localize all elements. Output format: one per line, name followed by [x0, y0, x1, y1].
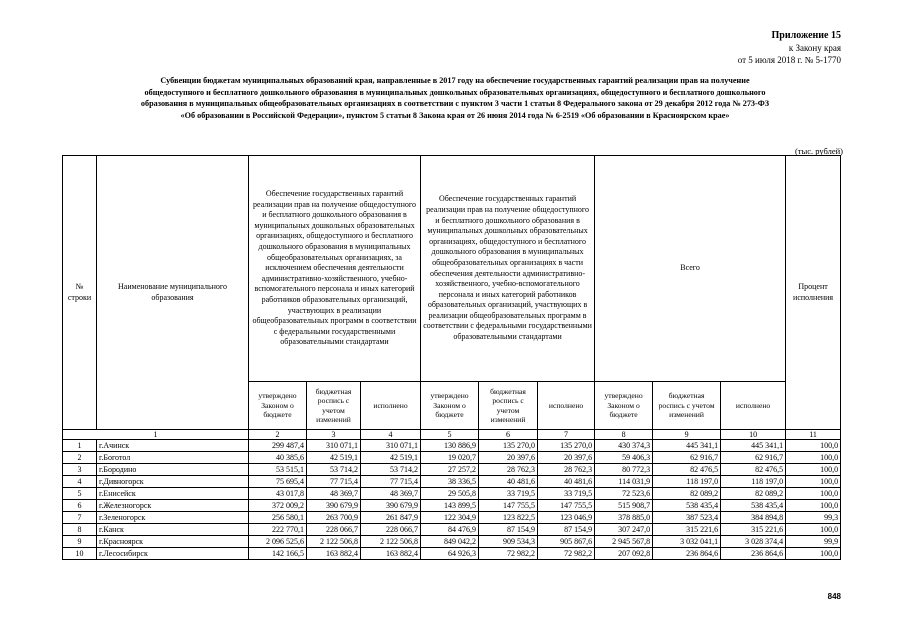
col-number: 9: [653, 430, 721, 440]
value-cell: 445 341,1: [653, 440, 721, 452]
value-cell: 100,0: [786, 548, 841, 560]
value-cell: 20 397,6: [538, 452, 595, 464]
table-body: [63, 440, 841, 560]
value-cell: 123 822,5: [479, 512, 538, 524]
value-cell: 43 017,8: [249, 488, 307, 500]
table-row: [63, 452, 841, 464]
value-cell: 378 885,0: [595, 512, 653, 524]
value-cell: 909 534,3: [479, 536, 538, 548]
header-name: Наименование муниципального образования: [97, 156, 249, 430]
value-cell: 310 071,1: [361, 440, 421, 452]
table-row: [63, 548, 841, 560]
value-cell: 84 476,9: [421, 524, 479, 536]
row-number-cell: 6: [63, 500, 97, 512]
value-cell: 163 882,4: [307, 548, 361, 560]
value-cell: 905 867,6: [538, 536, 595, 548]
municipality-name-cell: г.Ачинск: [97, 440, 249, 452]
appendix-line-1: к Закону края: [788, 43, 841, 53]
table-row: [63, 536, 841, 548]
subsidy-table: [62, 155, 841, 560]
appendix-note: [738, 30, 841, 66]
row-number-cell: 4: [63, 476, 97, 488]
value-cell: 82 476,5: [721, 464, 786, 476]
value-cell: 87 154,9: [479, 524, 538, 536]
value-cell: 315 221,6: [721, 524, 786, 536]
value-cell: 147 755,5: [479, 500, 538, 512]
value-cell: 372 009,2: [249, 500, 307, 512]
value-cell: 263 700,9: [307, 512, 361, 524]
row-number-cell: 7: [63, 512, 97, 524]
value-cell: 42 519,1: [361, 452, 421, 464]
value-cell: 222 770,1: [249, 524, 307, 536]
value-cell: 100,0: [786, 452, 841, 464]
municipality-name-cell: г.Красноярск: [97, 536, 249, 548]
value-cell: 3 032 041,1: [653, 536, 721, 548]
appendix-line-2: от 5 июля 2018 г. № 5-1770: [737, 55, 841, 65]
row-number-cell: 8: [63, 524, 97, 536]
row-number-cell: 2: [63, 452, 97, 464]
value-cell: 118 197,0: [721, 476, 786, 488]
header-executed-1: исполнено: [361, 382, 421, 430]
col-number: 10: [721, 430, 786, 440]
value-cell: 20 397,6: [479, 452, 538, 464]
value-cell: 28 762,3: [538, 464, 595, 476]
value-cell: 40 385,6: [249, 452, 307, 464]
title-line-2: общедоступного и бесплатного дошкольного образования в муниципальных дошкольных образовательных организациях, общедоступного и бесплатного дошкольного: [144, 87, 766, 97]
col-number: 6: [479, 430, 538, 440]
value-cell: 118 197,0: [653, 476, 721, 488]
value-cell: 40 481,6: [479, 476, 538, 488]
col-number: 4: [361, 430, 421, 440]
municipality-name-cell: г.Боготол: [97, 452, 249, 464]
col-number: 3: [307, 430, 361, 440]
header-approved-1: утверждено Законом о бюджете: [249, 382, 307, 430]
value-cell: 75 695,4: [249, 476, 307, 488]
municipality-name-cell: г.Дивногорск: [97, 476, 249, 488]
header-approved-2: утверждено Законом о бюджете: [421, 382, 479, 430]
value-cell: 515 908,7: [595, 500, 653, 512]
value-cell: 72 523,6: [595, 488, 653, 500]
value-cell: 64 926,3: [421, 548, 479, 560]
value-cell: 114 031,9: [595, 476, 653, 488]
value-cell: 33 719,5: [538, 488, 595, 500]
col-number: 5: [421, 430, 479, 440]
value-cell: 99,9: [786, 536, 841, 548]
value-cell: 538 435,4: [721, 500, 786, 512]
value-cell: 77 715,4: [307, 476, 361, 488]
value-cell: 59 406,3: [595, 452, 653, 464]
value-cell: 100,0: [786, 476, 841, 488]
value-cell: 538 435,4: [653, 500, 721, 512]
value-cell: 147 755,5: [538, 500, 595, 512]
value-cell: 310 071,1: [307, 440, 361, 452]
value-cell: 228 066,7: [361, 524, 421, 536]
value-cell: 38 336,5: [421, 476, 479, 488]
value-cell: 2 096 525,6: [249, 536, 307, 548]
municipality-name-cell: г.Железногорск: [97, 500, 249, 512]
value-cell: 53 714,2: [307, 464, 361, 476]
header-group-1: Обеспечение государственных гарантий реализации прав на получение общедоступного и бесплатного дошкольного образования в муниципальных дошкольных образовательных организациях, общедоступного и бесплатного дошкольного образования в муниципальных общеобразовательных организациях, за исключением обеспечения деятельности административно-хозяйственного, учебно-вспомогательного персонала и иных категорий работников образовательных организаций, участвующих в реализации общеобразовательных программ в соответствии с федеральными государственными образовательными стандартами: [249, 156, 421, 382]
table-row: [63, 488, 841, 500]
value-cell: 143 899,5: [421, 500, 479, 512]
col-number: 11: [786, 430, 841, 440]
value-cell: 130 886,9: [421, 440, 479, 452]
table-row: [63, 524, 841, 536]
value-cell: 135 270,0: [479, 440, 538, 452]
column-number-row: [63, 430, 841, 440]
value-cell: 33 719,5: [479, 488, 538, 500]
value-cell: 390 679,9: [307, 500, 361, 512]
value-cell: 299 487,4: [249, 440, 307, 452]
col-number: 2: [249, 430, 307, 440]
value-cell: 261 847,9: [361, 512, 421, 524]
value-cell: 29 505,8: [421, 488, 479, 500]
row-number-cell: 3: [63, 464, 97, 476]
value-cell: 19 020,7: [421, 452, 479, 464]
value-cell: 387 523,4: [653, 512, 721, 524]
value-cell: 3 028 374,4: [721, 536, 786, 548]
value-cell: 849 042,2: [421, 536, 479, 548]
value-cell: 53 714,2: [361, 464, 421, 476]
value-cell: 62 916,7: [653, 452, 721, 464]
value-cell: 40 481,6: [538, 476, 595, 488]
title-line-4: «Об образовании в Российской Федерации», пунктом 5 статьи 8 Закона края от 26 июня 2014 года № 6-2519 «Об образовании в Красноярском крае»: [180, 110, 730, 120]
title-line-1: Субвенции бюджетам муниципальных образований края, направленные в 2017 году на обеспечение государственных гарантий реализации прав на получение: [160, 76, 750, 85]
units-label: (тыс. рублей): [794, 146, 843, 156]
value-cell: 42 519,1: [307, 452, 361, 464]
value-cell: 228 066,7: [307, 524, 361, 536]
value-cell: 2 122 506,8: [361, 536, 421, 548]
row-number-cell: 1: [63, 440, 97, 452]
value-cell: 256 580,1: [249, 512, 307, 524]
value-cell: 236 864,6: [721, 548, 786, 560]
value-cell: 82 089,2: [653, 488, 721, 500]
value-cell: 82 089,2: [721, 488, 786, 500]
value-cell: 28 762,3: [479, 464, 538, 476]
value-cell: 87 154,9: [538, 524, 595, 536]
value-cell: 123 046,9: [538, 512, 595, 524]
value-cell: 2 122 506,8: [307, 536, 361, 548]
header-row-number: № строки: [63, 156, 97, 430]
table-row: [63, 440, 841, 452]
header-approved-3: утверждено Законом о бюджете: [595, 382, 653, 430]
value-cell: 53 515,1: [249, 464, 307, 476]
value-cell: 82 476,5: [653, 464, 721, 476]
value-cell: 27 257,2: [421, 464, 479, 476]
value-cell: 384 894,8: [721, 512, 786, 524]
value-cell: 430 374,3: [595, 440, 653, 452]
header-executed-3: исполнено: [721, 382, 786, 430]
header-budget-list-3: бюджетная роспись с учетом изменений: [653, 382, 721, 430]
value-cell: 99,3: [786, 512, 841, 524]
value-cell: 122 304,9: [421, 512, 479, 524]
value-cell: 390 679,9: [361, 500, 421, 512]
header-executed-2: исполнено: [538, 382, 595, 430]
header-group-total: Всего: [595, 156, 786, 382]
row-number-cell: 5: [63, 488, 97, 500]
municipality-name-cell: г.Бородино: [97, 464, 249, 476]
value-cell: 135 270,0: [538, 440, 595, 452]
value-cell: 100,0: [786, 524, 841, 536]
value-cell: 307 247,0: [595, 524, 653, 536]
value-cell: 2 945 567,8: [595, 536, 653, 548]
municipality-name-cell: г.Канск: [97, 524, 249, 536]
value-cell: 315 221,6: [653, 524, 721, 536]
value-cell: 236 864,6: [653, 548, 721, 560]
table-row: [63, 476, 841, 488]
document-title: [60, 75, 850, 121]
value-cell: 207 092,8: [595, 548, 653, 560]
value-cell: 72 982,2: [479, 548, 538, 560]
header-group-2: Обеспечение государственных гарантий реализации прав на получение общедоступного и бесплатного дошкольного образования в муниципальных дошкольных образовательных организациях, общедоступного и бесплатного дошкольного образования в муниципальных общеобразовательных организациях в части обеспечения деятельности административно-хозяйственного, учебно-вспомогательного персонала и иных категорий работников образовательных организаций, участвующих в реализации общеобразовательных программ в соответствии с федеральными государственными образовательными стандартами: [421, 156, 595, 382]
municipality-name-cell: г.Зеленогорск: [97, 512, 249, 524]
value-cell: 445 341,1: [721, 440, 786, 452]
value-cell: 163 882,4: [361, 548, 421, 560]
value-cell: 100,0: [786, 488, 841, 500]
col-number: 7: [538, 430, 595, 440]
municipality-name-cell: г.Лесосибирск: [97, 548, 249, 560]
value-cell: 100,0: [786, 500, 841, 512]
header-percent: Процент исполнения: [786, 156, 841, 430]
value-cell: 62 916,7: [721, 452, 786, 464]
appendix-title: Приложение 15: [771, 30, 841, 41]
page-number: 848: [827, 592, 841, 601]
municipality-name-cell: г.Енисейск: [97, 488, 249, 500]
row-number-cell: 10: [63, 548, 97, 560]
value-cell: 80 772,3: [595, 464, 653, 476]
table-row: [63, 464, 841, 476]
value-cell: 100,0: [786, 464, 841, 476]
row-number-cell: 9: [63, 536, 97, 548]
table-row: [63, 512, 841, 524]
header-budget-list-1: бюджетная роспись с учетом изменений: [307, 382, 361, 430]
value-cell: 142 166,5: [249, 548, 307, 560]
value-cell: 48 369,7: [361, 488, 421, 500]
title-line-3: образования в муниципальных общеобразовательных организациях в соответствии с пунктом 3 части 1 статьи 8 Федерального закона от 29 декабря 2012 года № 273-ФЗ: [140, 99, 770, 108]
header-budget-list-2: бюджетная роспись с учетом изменений: [479, 382, 538, 430]
value-cell: 72 982,2: [538, 548, 595, 560]
col-number: 8: [595, 430, 653, 440]
value-cell: 100,0: [786, 440, 841, 452]
table-row: [63, 500, 841, 512]
col-number: 1: [63, 430, 249, 440]
value-cell: 77 715,4: [361, 476, 421, 488]
value-cell: 48 369,7: [307, 488, 361, 500]
